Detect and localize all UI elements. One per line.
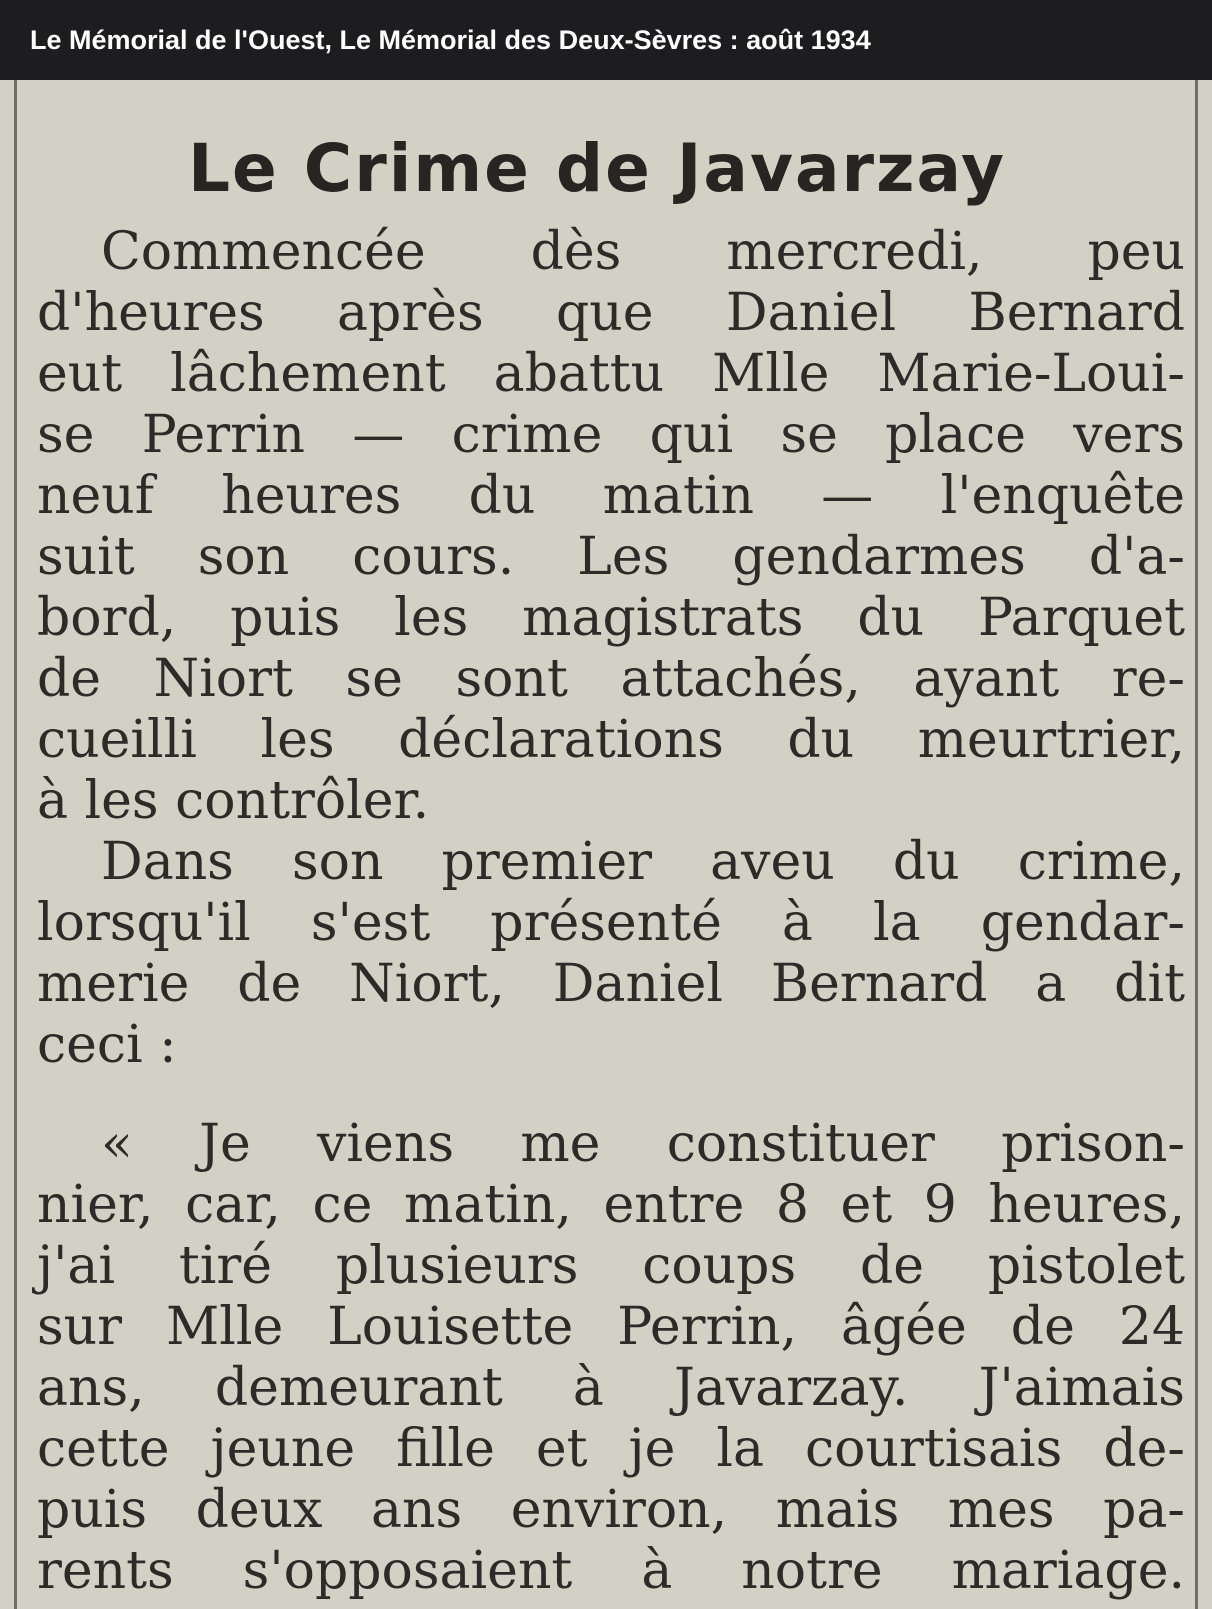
text-line: à les contrôler. — [37, 771, 430, 831]
text-line: Dans son premier aveu du crime, — [101, 832, 1185, 892]
text-line: j'ai tiré plusieurs coups de pistolet — [37, 1236, 1185, 1296]
text-line: rents s'opposaient à notre mariage. — [37, 1541, 1185, 1601]
newspaper-scan — [0, 80, 1212, 1609]
text-line: d'heures après que Daniel Bernard — [37, 283, 1185, 343]
text-line: puis deux ans environ, mais mes pa- — [37, 1480, 1185, 1540]
article-body — [37, 222, 1185, 1602]
text-line: cueilli les déclarations du meurtrier, — [37, 710, 1185, 770]
text-line: cette jeune fille et je la courtisais de- — [37, 1419, 1185, 1479]
text-line: merie de Niort, Daniel Bernard a dit — [37, 954, 1185, 1014]
text-line: neuf heures du matin — l'enquête — [37, 466, 1185, 526]
text-line: ceci : — [37, 1015, 177, 1075]
text-line: de Niort se sont attachés, ayant re- — [37, 649, 1185, 709]
text-line: suit son cours. Les gendarmes d'a- — [37, 527, 1185, 587]
text-line: Commencée dès mercredi, peu — [101, 222, 1185, 282]
paragraph-3 — [37, 1114, 1185, 1602]
paragraph-1 — [37, 222, 1185, 832]
paragraph-gap — [37, 1076, 1185, 1114]
text-line: sur Mlle Louisette Perrin, âgée de 24 — [37, 1297, 1185, 1357]
paragraph-2 — [37, 832, 1185, 1076]
window-title: Le Mémorial de l'Ouest, Le Mémorial des Deux-Sèvres : août 1934 — [0, 0, 1212, 80]
text-line: ans, demeurant à Javarzay. J'aimais — [37, 1358, 1185, 1418]
text-line: lorsqu'il s'est présenté à la gendar- — [37, 893, 1185, 953]
text-line: « Je viens me constituer prison- — [101, 1114, 1185, 1174]
text-line: eut lâchement abattu Mlle Marie-Loui- — [37, 344, 1185, 404]
text-line: bord, puis les magistrats du Parquet — [37, 588, 1185, 648]
article-column — [14, 80, 1198, 1609]
text-line: nier, car, ce matin, entre 8 et 9 heures, — [37, 1175, 1185, 1235]
text-line: se Perrin — crime qui se place vers — [37, 405, 1185, 465]
article-headline: Le Crime de Javarzay — [187, 130, 1007, 207]
